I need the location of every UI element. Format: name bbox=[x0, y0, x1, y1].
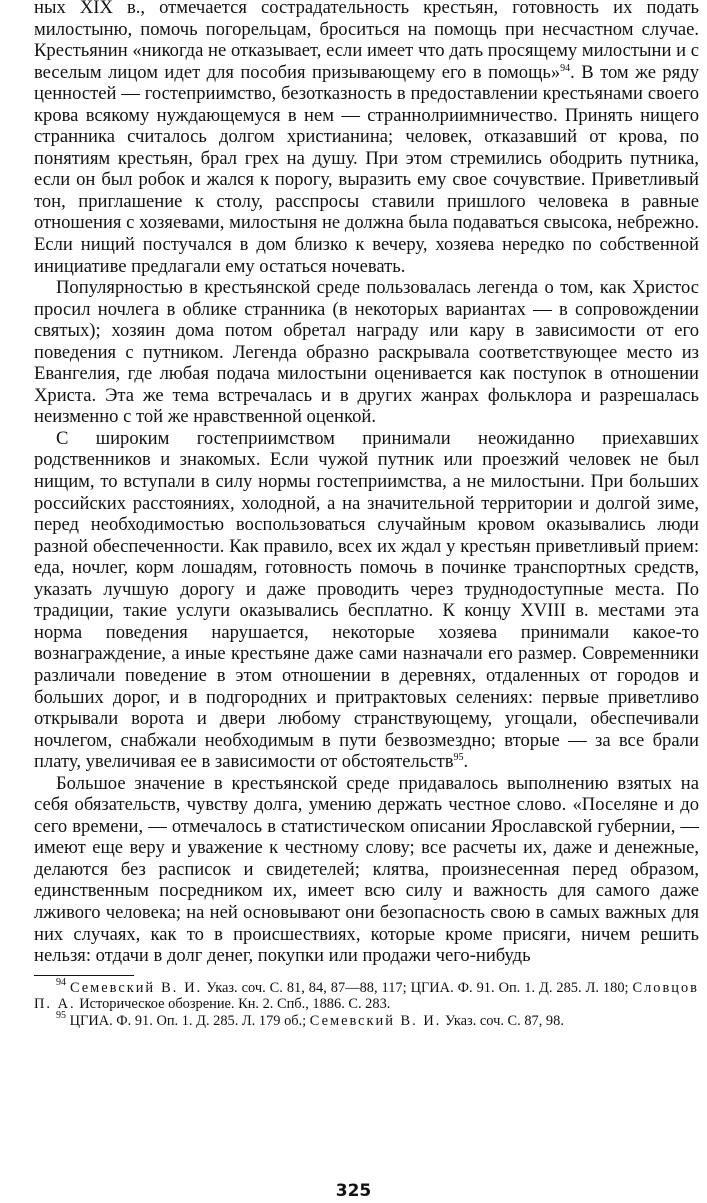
paragraph-1 bbox=[34, 0, 699, 277]
footnotes bbox=[34, 976, 699, 1030]
paragraph-4: Большое значение в крестьянской среде придавалось выполнению взятых на себя обязательств, чувству долга, умению держать честное слово. «Поселяне и до сего времени, — отмечалось в статистическом описании Ярославской губернии, — имеют еще веру и уважение к честному слову; все расчеты их, даже и денежные, делаются без расписок и свидетелей; клятва, произнесенная перед образом, единственным посредником их, имеет всю силу и важность для самого даже лживого человека; на ней основывают они безопасность свою в самых важных для них случаях, как то в происшествиях, которые кроме присяги, ничем решить нельзя: отдачи в долг денег, покупки или продажи чего-нибудь bbox=[34, 772, 699, 967]
footnote-95 bbox=[34, 1009, 699, 1030]
body-text bbox=[34, 0, 699, 967]
footnote-95-text-1: ЦГИА. Ф. 91. Оп. 1. Д. 285. Л. 179 об.; bbox=[69, 1012, 307, 1029]
footnote-94-author-2: Словцов П. А. bbox=[34, 979, 699, 1013]
footnote-94 bbox=[34, 976, 699, 1013]
footnote-94-author-1: Семевский В. И. bbox=[69, 979, 203, 996]
footnote-separator bbox=[34, 975, 134, 976]
footnote-95-text-2: Указ. соч. С. 87, 98. bbox=[444, 1012, 564, 1029]
paragraph-1-continuation: . В том же ряду ценностей — гостеприимство, безотказность в предоставлении крестьянами своего крова всякому нуждающемуся в нем — страннолриимничество. Принять нищего странника считалось долгом христианина; человек, отказавший от крова, по понятиям крестьян, брал грех на душу. При этом стремились ободрить путника, если он был робок и жался к порогу, выразить ему свое сочувствие. Приветливый тон, приглашение к столу, расспросы ставили пришлого человека в равные отношения с хозяевами, милостыня не должна была подаваться свысока, небрежно. Если нищий постучался в дом близко к вечеру, хозяева нередко по собственной инициативе предлагали ему остаться ночевать. bbox=[34, 61, 699, 277]
paragraph-2: Популярностью в крестьянской среде пользовалась легенда о том, как Христос просил ночлега в облике странника (в некоторых вариантах — в сопровождении святых); хозяин дома потом обретал награду или кару в зависимости от его поведения с путником. Легенда образно раскрывала соответствующее место из Евангелия, где любая подача милостыни оценивается как поступок в отношении Христа. Эта же тема встречалась и в других жанрах фольклора и разрешалась неизменно с той же нравственной оценкой. bbox=[34, 277, 699, 428]
page-number: 325 bbox=[335, 1181, 372, 1201]
paragraph-3 bbox=[34, 428, 699, 773]
footnote-95-mark: 95 bbox=[56, 1009, 66, 1021]
paragraph-3-end: . bbox=[463, 751, 469, 773]
footnote-94-text-2: Историческое обозрение. Кн. 2. Спб., 1886. С. 283. bbox=[79, 996, 391, 1013]
paragraph-1-text: ных XIX в., отмечается сострадательность крестьян, готовность их подать милостыню, помочь погорельцам, броситься на помощь при несчастном случае. Крестьянин «никогда не отказывает, если имеет что дать просящему милостыни и с веселым лицом идет для пособия призывающему его в помощь» bbox=[34, 0, 699, 83]
footnote-ref-95: 95 bbox=[453, 752, 464, 764]
footnote-ref-94: 94 bbox=[560, 62, 571, 74]
footnote-94-mark: 94 bbox=[56, 976, 66, 988]
paragraph-3-text: С широким гостеприимством принимали неожиданно приехавших родственников и знакомых. Если чужой путник или проезжий человек не был нищим, то вступали в силу нормы гостеприимства, а не милостыни. При больших российских расстояниях, холодной, а на значительной территории и долгой зиме, перед необходимостью воспользоваться случайным кровом оказывались люди разной обеспеченности. Как правило, всех их ждал у крестьян приветливый прием: еда, ночлег, корм лошадям, готовность помочь в починке транспортных средств, указать лучшую дорогу и даже проводить через труднодоступные места. По традиции, такие услуги оказывались бесплатно. К концу XVIII в. местами эта норма поведения нарушается, некоторые хозяева принимали какое-то вознаграждение, а иные крестьяне даже сами назначали его размер. Современники различали поведение в этом отношении в деревнях, отдаленных от городов и больших дорог, и в подгородних и притрактовых селениях: первые приветливо открывали ворота и двери любому странствующему, угощали, обеспечивали ночлегом, снабжали необходимым в пути безвозмездно; вторые — за все брали плату, увеличивая ее в зависимости от обстоятельств bbox=[34, 427, 699, 773]
footnote-95-author-2: Семевский В. И. bbox=[309, 1012, 442, 1029]
footnote-94-text-1: Указ. соч. С. 81, 84, 87—88, 117; ЦГИА. Ф. 91. Оп. 1. Д. 285. Л. 180; bbox=[206, 979, 629, 996]
